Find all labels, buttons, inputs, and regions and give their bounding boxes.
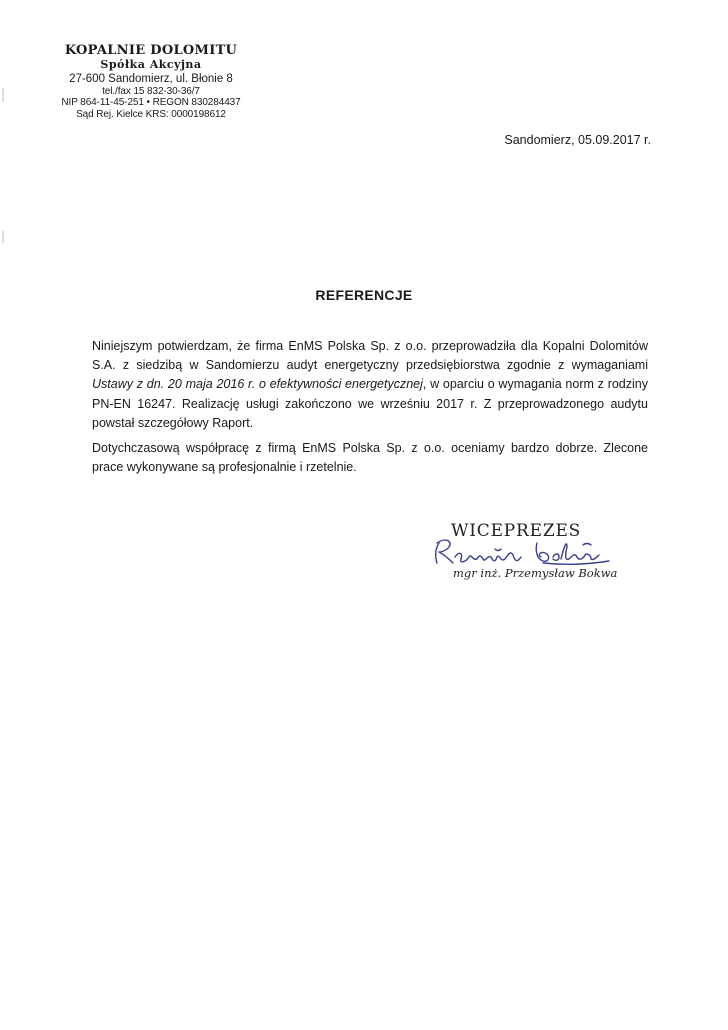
stamp-company-type: Spółka Akcyjna [100,57,202,71]
body-paragraph-2: Dotychczasową współpracę z firmą EnMS Polska Sp. z o.o. oceniamy bardzo dobrze. Zlecone prace wykonywane są profesjonalnie i rzetelnie. [92,441,648,475]
document-title: REFERENCJE [315,287,413,303]
stamp-phone: tel./fax 15 832-30-36/7 [102,85,200,97]
stamp-company-name: KOPALNIE DOLOMITU [64,43,238,58]
stamp-tax-ids: NIP 864-11-45-251 • REGON 830284437 [61,97,241,109]
signatory-name-stamp: mgr inż. Przemysław Bokwa [453,566,618,580]
company-header-stamp [56,44,246,120]
stamp-address: 27-600 Sandomierz, ul. Błonie 8 [69,72,233,85]
scan-edge-mark [2,231,4,243]
stamp-court-registry: Sąd Rej. Kielce KRS: 0000198612 [76,108,226,120]
signature-block [425,521,635,601]
letter-date: Sandomierz, 05.09.2017 r. [504,133,651,147]
paragraph-1-text-end: , w oparciu o wymagania norm z rodziny PN-EN 16247. Realizację usługi zakończono we wrześniu 2017 r. Z przeprowadzonego audytu powstał szczegółowy Raport. [92,377,648,430]
body-paragraph-1 [92,337,648,433]
paragraph-1-text-start: Niniejszym potwierdzam, że firma EnMS Polska Sp. z o.o. przeprowadziła dla Kopalni Dolomitów S.A. z siedzibą w Sandomierzu audyt energetyczny przedsiębiorstwa zgodnie z wymaganiami [92,339,648,373]
scan-edge-mark [2,88,4,102]
paragraph-1-statute-reference: Ustawy z dn. 20 maja 2016 r. o efektywności energetycznej [92,377,423,392]
signatory-position-stamp: WICEPREZES [451,521,582,541]
